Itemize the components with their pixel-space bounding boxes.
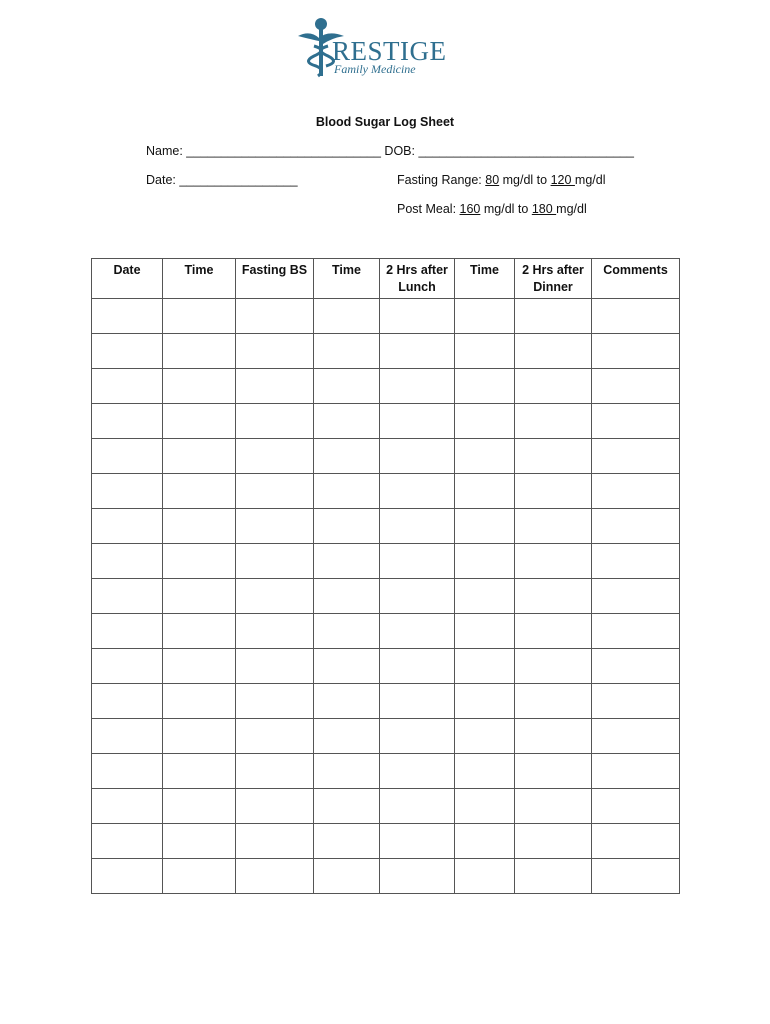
table-cell[interactable]	[236, 719, 314, 754]
table-cell[interactable]	[236, 544, 314, 579]
table-cell[interactable]	[92, 824, 163, 859]
table-row	[92, 404, 680, 439]
table-cell[interactable]	[92, 754, 163, 789]
header-date: Date	[92, 259, 163, 299]
table-cell[interactable]	[455, 369, 515, 404]
table-row	[92, 474, 680, 509]
table-cell[interactable]	[455, 789, 515, 824]
table-cell[interactable]	[163, 544, 236, 579]
table-cell[interactable]	[592, 824, 680, 859]
table-cell[interactable]	[380, 614, 455, 649]
table-cell[interactable]	[92, 369, 163, 404]
table-cell[interactable]	[236, 299, 314, 334]
table-cell[interactable]	[314, 369, 380, 404]
table-cell[interactable]	[236, 789, 314, 824]
table-body	[92, 299, 680, 894]
table-cell[interactable]	[314, 544, 380, 579]
table-cell[interactable]	[380, 754, 455, 789]
header-time-dinner: Time	[455, 259, 515, 299]
table-cell[interactable]	[163, 824, 236, 859]
table-cell[interactable]	[92, 579, 163, 614]
post-meal-prefix: Post Meal:	[397, 202, 460, 216]
table-cell[interactable]	[380, 299, 455, 334]
table-row	[92, 439, 680, 474]
table-row	[92, 334, 680, 369]
table-cell[interactable]	[592, 754, 680, 789]
table-cell[interactable]	[163, 474, 236, 509]
table-cell[interactable]	[236, 754, 314, 789]
table-cell[interactable]	[592, 474, 680, 509]
table-cell[interactable]	[92, 404, 163, 439]
table-cell[interactable]	[515, 474, 592, 509]
table-cell[interactable]	[314, 684, 380, 719]
table-cell[interactable]	[380, 474, 455, 509]
table-cell[interactable]	[455, 824, 515, 859]
table-cell[interactable]	[92, 544, 163, 579]
table-cell[interactable]	[380, 334, 455, 369]
table-cell[interactable]	[314, 439, 380, 474]
table-cell[interactable]	[92, 439, 163, 474]
table-cell[interactable]	[455, 859, 515, 894]
table-cell[interactable]	[455, 754, 515, 789]
table-cell[interactable]	[380, 789, 455, 824]
table-cell[interactable]	[455, 334, 515, 369]
table-cell[interactable]	[236, 684, 314, 719]
table-cell[interactable]	[236, 404, 314, 439]
table-cell[interactable]	[314, 719, 380, 754]
fasting-range-high: 120	[550, 173, 575, 187]
fasting-range-unit2: mg/dl	[574, 173, 606, 187]
table-cell[interactable]	[380, 509, 455, 544]
table-cell[interactable]	[92, 334, 163, 369]
table-cell[interactable]	[314, 649, 380, 684]
table-cell[interactable]	[380, 859, 455, 894]
logo-name: RESTIGE	[332, 36, 447, 66]
table-cell[interactable]	[163, 789, 236, 824]
table-cell[interactable]	[314, 404, 380, 439]
table-cell[interactable]	[515, 404, 592, 439]
table-cell[interactable]	[236, 824, 314, 859]
table-cell[interactable]	[163, 684, 236, 719]
table-cell[interactable]	[515, 579, 592, 614]
table-cell[interactable]	[92, 299, 163, 334]
table-row	[92, 754, 680, 789]
page-title: Blood Sugar Log Sheet	[315, 115, 455, 129]
table-row	[92, 824, 680, 859]
table-cell[interactable]	[236, 614, 314, 649]
table-cell[interactable]	[163, 404, 236, 439]
table-cell[interactable]	[592, 509, 680, 544]
table-cell[interactable]	[92, 684, 163, 719]
table-cell[interactable]	[455, 299, 515, 334]
name-dob-line: Name: ____________________________ DOB: _______________________________	[146, 144, 634, 158]
table-row	[92, 649, 680, 684]
table-cell[interactable]	[380, 439, 455, 474]
post-meal-line	[397, 202, 587, 216]
logo-subtitle: Family Medicine	[334, 62, 416, 76]
table-row	[92, 369, 680, 404]
table-cell[interactable]	[380, 649, 455, 684]
table-cell[interactable]	[592, 614, 680, 649]
table-cell[interactable]	[163, 299, 236, 334]
table-cell[interactable]	[163, 369, 236, 404]
table-cell[interactable]	[380, 369, 455, 404]
blood-sugar-log-table	[91, 258, 680, 894]
table-cell[interactable]	[163, 579, 236, 614]
table-cell[interactable]	[592, 439, 680, 474]
table-cell[interactable]	[515, 789, 592, 824]
table-cell[interactable]	[592, 404, 680, 439]
table-cell[interactable]	[455, 579, 515, 614]
table-cell[interactable]	[515, 719, 592, 754]
table-cell[interactable]	[380, 684, 455, 719]
table-cell[interactable]	[314, 754, 380, 789]
table-cell[interactable]	[236, 474, 314, 509]
table-cell[interactable]	[380, 579, 455, 614]
table-cell[interactable]	[236, 649, 314, 684]
table-row	[92, 719, 680, 754]
table-cell[interactable]	[163, 719, 236, 754]
table-cell[interactable]	[592, 649, 680, 684]
table-cell[interactable]	[455, 474, 515, 509]
table-cell[interactable]	[314, 299, 380, 334]
table-cell[interactable]	[380, 719, 455, 754]
table-cell[interactable]	[92, 614, 163, 649]
table-cell[interactable]	[314, 824, 380, 859]
table-row	[92, 859, 680, 894]
table-row	[92, 509, 680, 544]
header-time: Time	[163, 259, 236, 299]
post-meal-high: 180	[531, 202, 557, 216]
header-time-lunch: Time	[314, 259, 380, 299]
fasting-range-prefix: Fasting Range:	[397, 173, 486, 187]
table-cell[interactable]	[236, 509, 314, 544]
table-cell[interactable]	[314, 474, 380, 509]
table-cell[interactable]	[592, 684, 680, 719]
fasting-range-line	[397, 173, 606, 187]
table-cell[interactable]	[592, 544, 680, 579]
table-row	[92, 684, 680, 719]
table-row	[92, 544, 680, 579]
table-cell[interactable]	[92, 719, 163, 754]
table-cell[interactable]	[163, 509, 236, 544]
table-cell[interactable]	[92, 474, 163, 509]
table-cell[interactable]	[515, 439, 592, 474]
table-cell[interactable]	[236, 579, 314, 614]
table-cell[interactable]	[380, 824, 455, 859]
table-cell[interactable]	[92, 509, 163, 544]
table-cell[interactable]	[455, 544, 515, 579]
post-meal-unit2: mg/dl	[556, 202, 587, 216]
header-2hrs-after-dinner: 2 Hrs after Dinner	[515, 259, 592, 299]
table-row	[92, 299, 680, 334]
table-cell[interactable]	[515, 684, 592, 719]
table-cell[interactable]	[455, 684, 515, 719]
fasting-range-unit: mg/dl to	[499, 173, 551, 187]
table-cell[interactable]	[592, 299, 680, 334]
table-cell[interactable]	[314, 614, 380, 649]
fasting-range-low: 80	[485, 173, 500, 187]
table-cell[interactable]	[163, 859, 236, 894]
header-2hrs-after-lunch: 2 Hrs after Lunch	[380, 259, 455, 299]
table-header-row	[92, 259, 680, 299]
table-cell[interactable]	[515, 509, 592, 544]
table-cell[interactable]	[515, 754, 592, 789]
table-cell[interactable]	[163, 614, 236, 649]
table-cell[interactable]	[314, 859, 380, 894]
table-cell[interactable]	[380, 544, 455, 579]
table-row	[92, 614, 680, 649]
table-cell[interactable]	[515, 614, 592, 649]
table-cell[interactable]	[163, 439, 236, 474]
table-cell[interactable]	[592, 859, 680, 894]
table-cell[interactable]	[163, 754, 236, 789]
table-cell[interactable]	[92, 649, 163, 684]
post-meal-unit: mg/dl to	[480, 202, 532, 216]
table-cell[interactable]	[455, 719, 515, 754]
table-cell[interactable]	[515, 859, 592, 894]
header-fasting-bs: Fasting BS	[236, 259, 314, 299]
table-cell[interactable]	[515, 369, 592, 404]
table-cell[interactable]	[455, 649, 515, 684]
table-cell[interactable]	[314, 579, 380, 614]
table-cell[interactable]	[515, 544, 592, 579]
table-cell[interactable]	[515, 299, 592, 334]
table-cell[interactable]	[236, 859, 314, 894]
table-cell[interactable]	[515, 334, 592, 369]
table-cell[interactable]	[236, 334, 314, 369]
table-cell[interactable]	[92, 789, 163, 824]
table-cell[interactable]	[515, 649, 592, 684]
header-comments: Comments	[592, 259, 680, 299]
table-cell[interactable]	[455, 404, 515, 439]
table-cell[interactable]	[163, 334, 236, 369]
table-cell[interactable]	[92, 859, 163, 894]
table-cell[interactable]	[163, 649, 236, 684]
table-cell[interactable]	[314, 789, 380, 824]
table-cell[interactable]	[515, 824, 592, 859]
table-cell[interactable]	[314, 509, 380, 544]
table-cell[interactable]	[592, 579, 680, 614]
table-cell[interactable]	[455, 509, 515, 544]
table-cell[interactable]	[236, 369, 314, 404]
table-cell[interactable]	[592, 789, 680, 824]
table-cell[interactable]	[380, 404, 455, 439]
table-cell[interactable]	[592, 369, 680, 404]
table-cell[interactable]	[592, 334, 680, 369]
date-line: Date: _________________	[146, 173, 298, 187]
table-cell[interactable]	[455, 614, 515, 649]
table-row	[92, 789, 680, 824]
table-cell[interactable]	[236, 439, 314, 474]
table-cell[interactable]	[592, 719, 680, 754]
table-cell[interactable]	[455, 439, 515, 474]
post-meal-low: 160	[459, 202, 481, 216]
table-row	[92, 579, 680, 614]
table-cell[interactable]	[314, 334, 380, 369]
